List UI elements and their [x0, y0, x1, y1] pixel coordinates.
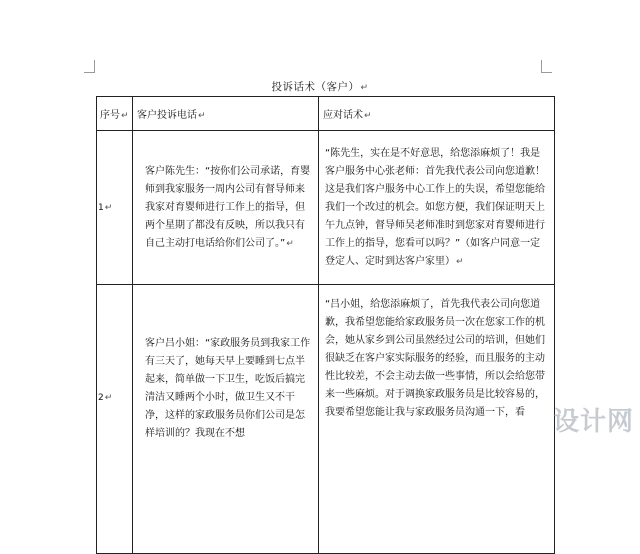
header-serial-number-text: 序号: [100, 110, 120, 121]
table-row: [97, 285, 555, 554]
complaint-text: 客户陈先生：“按你们公司承诺，育婴师到我家服务一周内公司有督导师来我家对育婴师进行工作上的指导，但两个星期了都没有反映，所以我只有自己主动打电话给你们公司了。”: [145, 165, 311, 249]
paragraph-mark-icon: ↵: [104, 202, 113, 213]
paragraph-mark-icon: ↵: [104, 393, 113, 403]
header-customer-complaint-text: 客户投诉电话: [137, 110, 197, 121]
paragraph-mark-icon: ↵: [364, 111, 372, 121]
watermark-logo: 设计网: [552, 407, 634, 437]
response-text: “陈先生，实在是不好意思，给您添麻烦了！我是客户服务中心张老师：首先我代表公司向您道歉！这是我们客户服务中心工作上的失误，希望您能给我们一个改过的机会。如您方便，我们保证明天上午九点钟，督导师吴老师准时到您家对育婴师进行工作上的指导，您看可以吗？”（如客户同意一定登定人、定时到达客户家里）: [325, 147, 545, 267]
table-header-row: [97, 97, 555, 131]
paragraph-mark-icon: ↵: [360, 83, 369, 93]
row-number: 1: [98, 202, 104, 213]
response-text: “吕小姐，给您添麻烦了，首先我代表公司向您道歉，我希望您能给家政服务员一次在您家工作的机会，她从家乡到公司虽然经过公司的培训，但她们很缺乏在客户家实际服务的经验，而且服务的主动性比较差，不会主动去做一些事情，所以会给您带来一些麻烦。对于调换家政服务员是比较容易的，我要希望您能让我与家政服务员沟通一下，看: [325, 299, 545, 418]
complaint-script-table: [96, 96, 555, 554]
header-serial-number: [97, 97, 133, 131]
response-cell: [319, 285, 555, 554]
document-title-text: 投诉话术（客户）: [271, 81, 360, 93]
table-row: [97, 131, 555, 285]
header-response-script-text: 应对话术: [323, 110, 363, 121]
row-number-cell: [97, 285, 133, 554]
complaint-cell: [133, 285, 319, 554]
complaint-cell: [133, 131, 319, 285]
paragraph-mark-icon: ↵: [121, 111, 129, 121]
header-customer-complaint: [133, 97, 319, 131]
paragraph-mark-icon: ↵: [286, 238, 294, 249]
page-corner-mark-top-left: [84, 60, 95, 73]
paragraph-mark-icon: ↵: [198, 111, 206, 121]
header-response-script: [319, 97, 555, 131]
row-number-cell: [97, 131, 133, 285]
response-cell: [319, 131, 555, 285]
paragraph-mark-icon: ↵: [456, 256, 464, 267]
document-title: [0, 79, 640, 94]
complaint-text: 客户吕小姐：“家政服务员到我家工作有三天了，她每天早上要睡到七点半起来，简单做一下卫生，吃饭后搞完清洁又睡两个小时，做卫生又不干净，这样的家政服务员你们公司是怎样培训的？我现在不想: [145, 338, 311, 439]
row-number: 2: [98, 393, 104, 403]
page-corner-mark-top-right: [541, 60, 552, 73]
